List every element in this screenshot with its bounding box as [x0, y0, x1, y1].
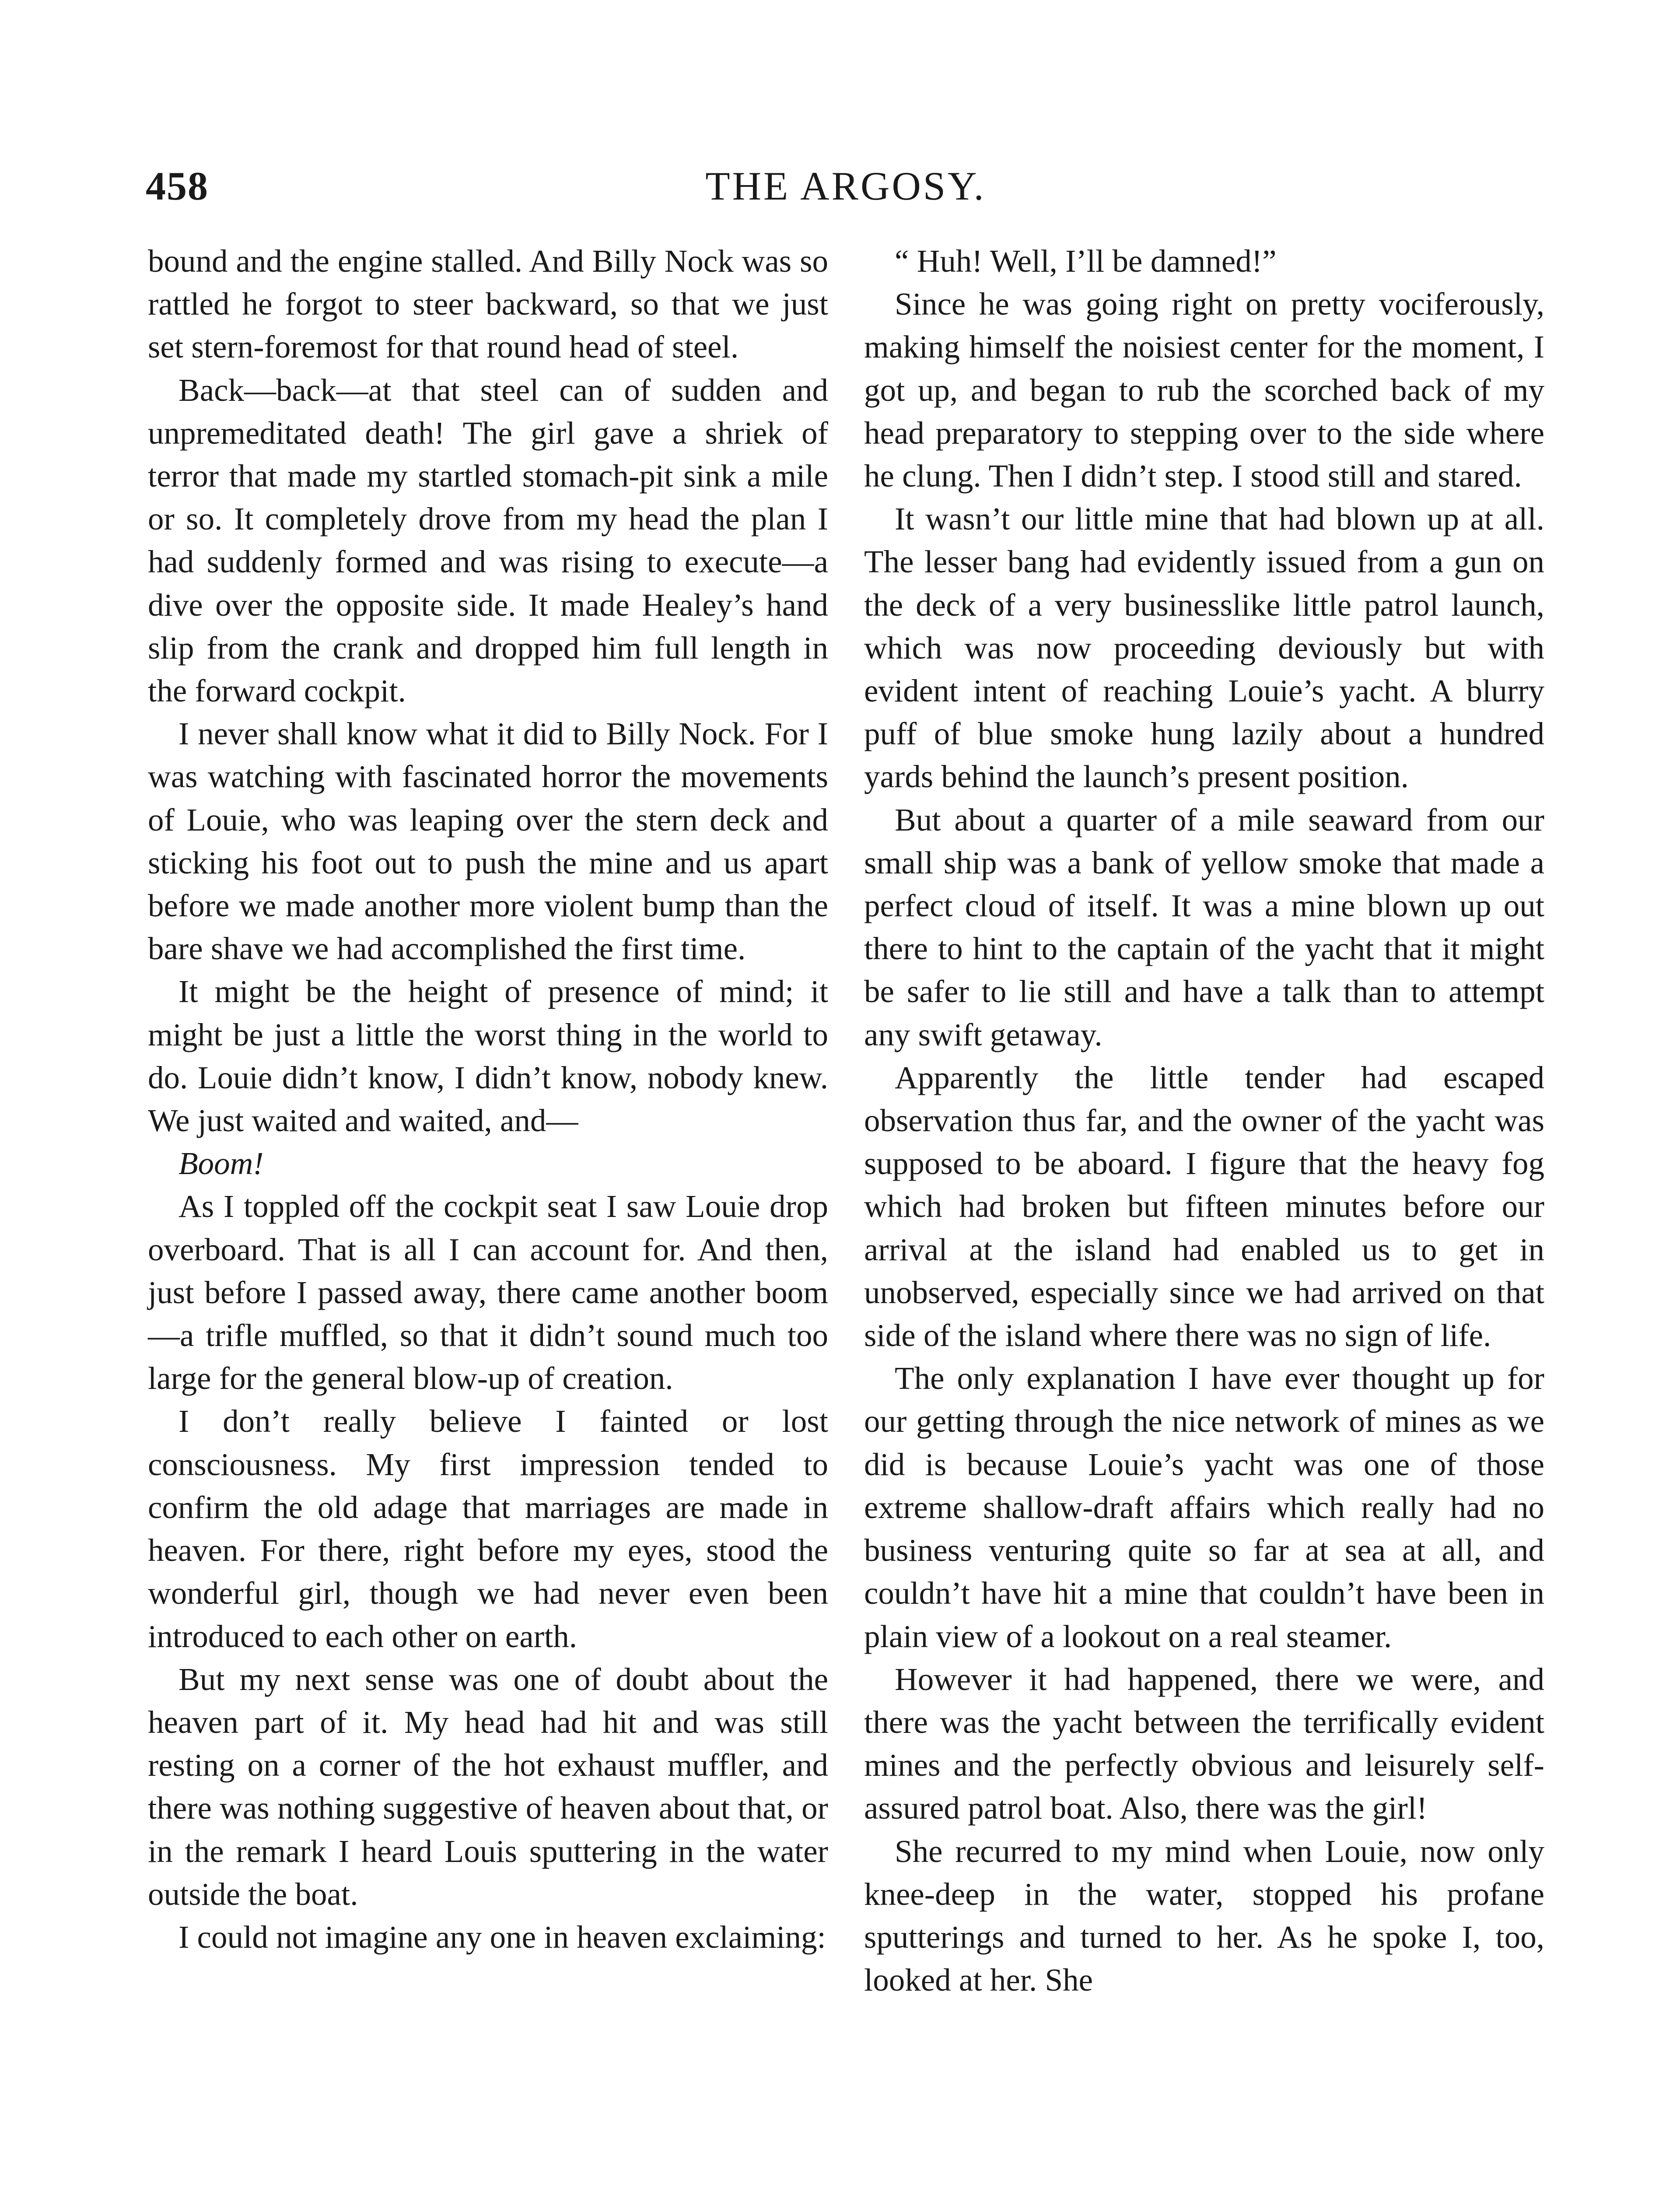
paragraph: Back—back—at that steel can of sudden and unpremeditated death! The girl gave a shriek of terror that made my startled stomach-pit sink a mile or so. It completely drove from my head the plan I had suddenly formed and was rising to execute—a dive over the opposite side. It made Healey’s hand slip from the crank and dropped him full length in the forward cockpit. — [148, 372, 828, 709]
left-column — [148, 240, 828, 1959]
paragraph: But my next sense was one of doubt about the heaven part of it. My head had hit and was still resting on a corner of the hot exhaust muffler, and there was nothing suggestive of heaven about that, or in the remark I heard Louis sputtering in the water outside the boat. — [148, 1661, 828, 1912]
page-header — [146, 163, 1546, 211]
paragraph: It might be the height of presence of mind; it might be just a little the worst thing in the world to do. Louie didn’t know, I didn’t know, nobody knew. We just waited and waited, and— — [148, 974, 828, 1139]
paragraph: I never shall know what it did to Billy Nock. For I was watching with fascinated horror the movements of Louie, who was leaping over the stern deck and sticking his foot out to push the mine and us apart before we made another more violent bump than the bare shave we had accomplished the first time. — [148, 716, 828, 967]
paragraph: As I toppled off the cockpit seat I saw Louie drop overboard. That is all I can account for. And then, just before I passed away, there came another boom—a trifle muffled, so that it didn’t sound much too large for the general blow-up of creation. — [148, 1189, 828, 1396]
paragraph: bound and the engine stalled. And Billy Nock was so rattled he forgot to steer backward, so that we just set stern-foremost for that round head of steel. — [148, 243, 828, 365]
running-head: THE ARGOSY. — [705, 164, 986, 208]
paragraph: It wasn’t our little mine that had blown up at all. The lesser bang had evidently issued from a gun on the deck of a very businesslike little patrol launch, which was now proceeding deviously but with evident intent of reaching Louie’s yacht. A blurry puff of blue smoke hung lazily about a hundred yards behind the launch’s present position. — [864, 501, 1544, 795]
paragraph-boom: Boom! — [178, 1146, 264, 1182]
paragraph: However it had happened, there we were, and there was the yacht between the terrifically evident mines and the perfectly obvious and leisurely self-assured patrol boat. Also, there was the girl! — [864, 1661, 1544, 1826]
page-number: 458 — [146, 164, 209, 208]
paragraph: I could not imagine any one in heaven exclaiming: — [178, 1919, 826, 1955]
paragraph: Since he was going right on pretty vociferously, making himself the noisiest center for the moment, I got up, and began to rub the scorched back of my head preparatory to stepping over to the side where he clung. Then I didn’t step. I stood still and stared. — [864, 286, 1544, 494]
paragraph: I don’t really believe I fainted or lost consciousness. My first impression tended to confirm the old adage that marriages are made in heaven. For there, right before my eyes, stood the wonderful girl, though we had never even been introduced to each other on earth. — [148, 1403, 828, 1654]
paragraph: Apparently the little tender had escaped observation thus far, and the owner of the yacht was supposed to be aboard. I figure that the heavy fog which had broken but fifteen minutes before our arrival at the island had enabled us to get in unobserved, especially since we had arrived on that side of the island where there was no sign of life. — [864, 1059, 1544, 1353]
paragraph: The only explanation I have ever thought up for our getting through the nice network of mines as we did is because Louie’s yacht was one of those extreme shallow-draft affairs which really had no business venturing quite so far at sea at all, and couldn’t have hit a mine that couldn’t have been in plain view of a lookout on a real steamer. — [864, 1360, 1544, 1654]
right-column — [864, 240, 1544, 2002]
paragraph: She recurred to my mind when Louie, now only knee-deep in the water, stopped his profane sputterings and turned to her. As he spoke I, too, looked at her. She — [864, 1833, 1544, 1998]
paragraph: “ Huh! Well, I’ll be damned!” — [895, 243, 1277, 279]
paragraph: But about a quarter of a mile seaward from our small ship was a bank of yellow smoke that made a perfect cloud of itself. It was a mine blown up out there to hint to the captain of the yacht that it might be safer to lie still and have a talk than to attempt any swift getaway. — [864, 802, 1544, 1052]
